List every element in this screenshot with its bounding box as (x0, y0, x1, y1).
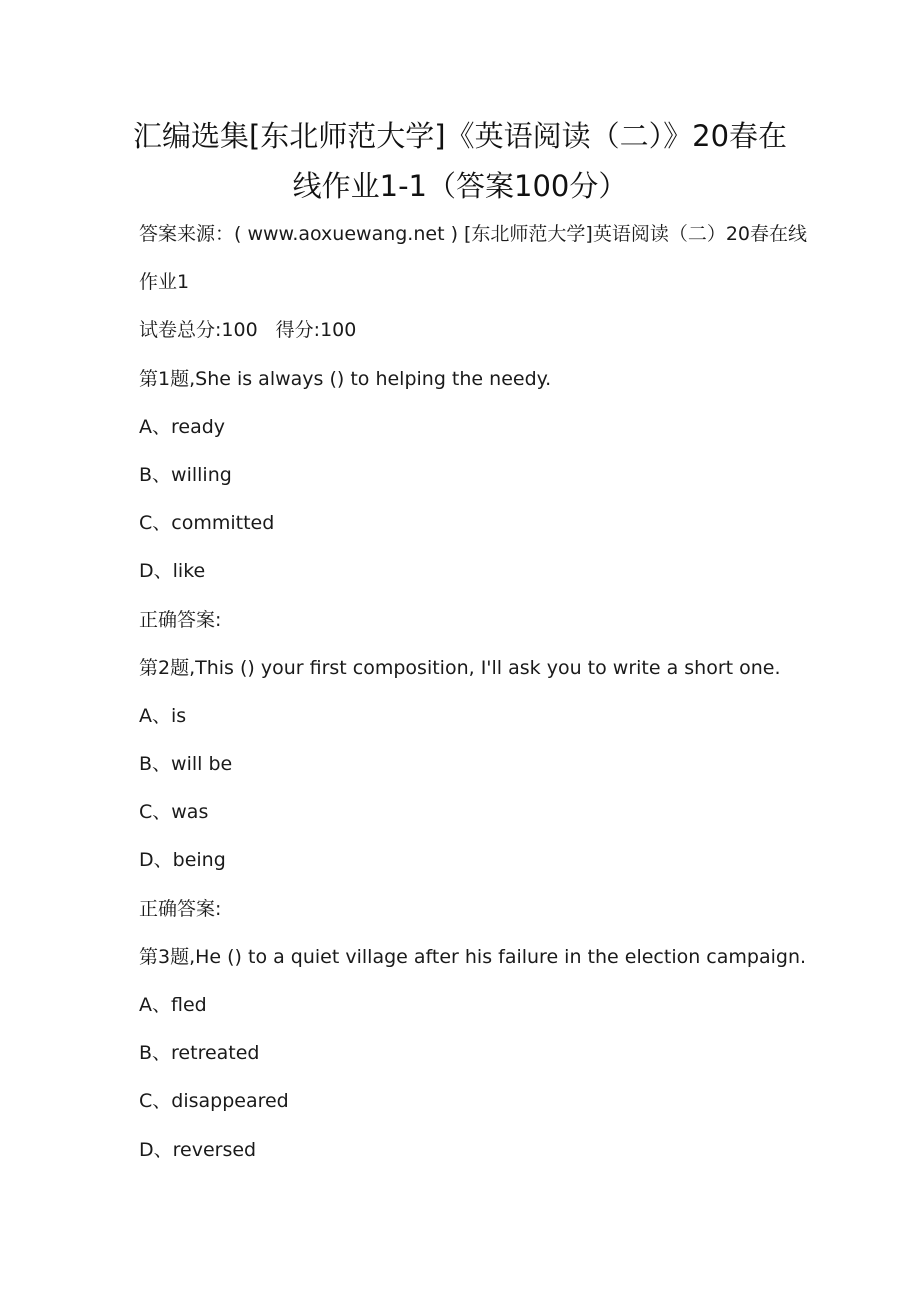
question-1-option-b: B、willing (139, 464, 232, 486)
document-title-line-1: 汇编选集[东北师范大学]《英语阅读（二）》20春在 (132, 119, 788, 153)
question-1-option-a: A、ready (139, 416, 226, 438)
question-2-answer-label: 正确答案: (139, 898, 222, 920)
question-2-option-b: B、will be (139, 753, 233, 775)
question-3-option-c: C、disappeared (139, 1090, 289, 1112)
question-2-stem: 第2题,This () your first composition, I'll ask you to write a short one. (139, 657, 781, 679)
total-score: 试卷总分:100 (139, 319, 258, 341)
question-1-option-c: C、committed (139, 512, 275, 534)
question-1-stem: 第1题,She is always () to helping the needy. (139, 368, 552, 390)
obtained-score: 得分:100 (275, 319, 357, 341)
answer-source-line-1: 答案来源：( www.aoxuewang.net ) [东北师范大学]英语阅读（二）20春在线 (139, 223, 808, 245)
question-3-option-a: A、fled (139, 994, 207, 1016)
question-1-answer-label: 正确答案: (139, 609, 222, 631)
score-summary (139, 317, 356, 343)
question-3-option-d: D、reversed (139, 1139, 257, 1161)
document-title-line-2: 线作业1-1（答案100分） (292, 169, 628, 203)
answer-source-line-2: 作业1 (139, 271, 190, 293)
question-1-option-d: D、like (139, 560, 206, 582)
question-2-option-a: A、is (139, 705, 187, 727)
question-2-option-c: C、was (139, 801, 209, 823)
question-3-stem: 第3题,He () to a quiet village after his failure in the election campaign. (139, 946, 807, 968)
question-3-option-b: B、retreated (139, 1042, 260, 1064)
question-2-option-d: D、being (139, 849, 226, 871)
